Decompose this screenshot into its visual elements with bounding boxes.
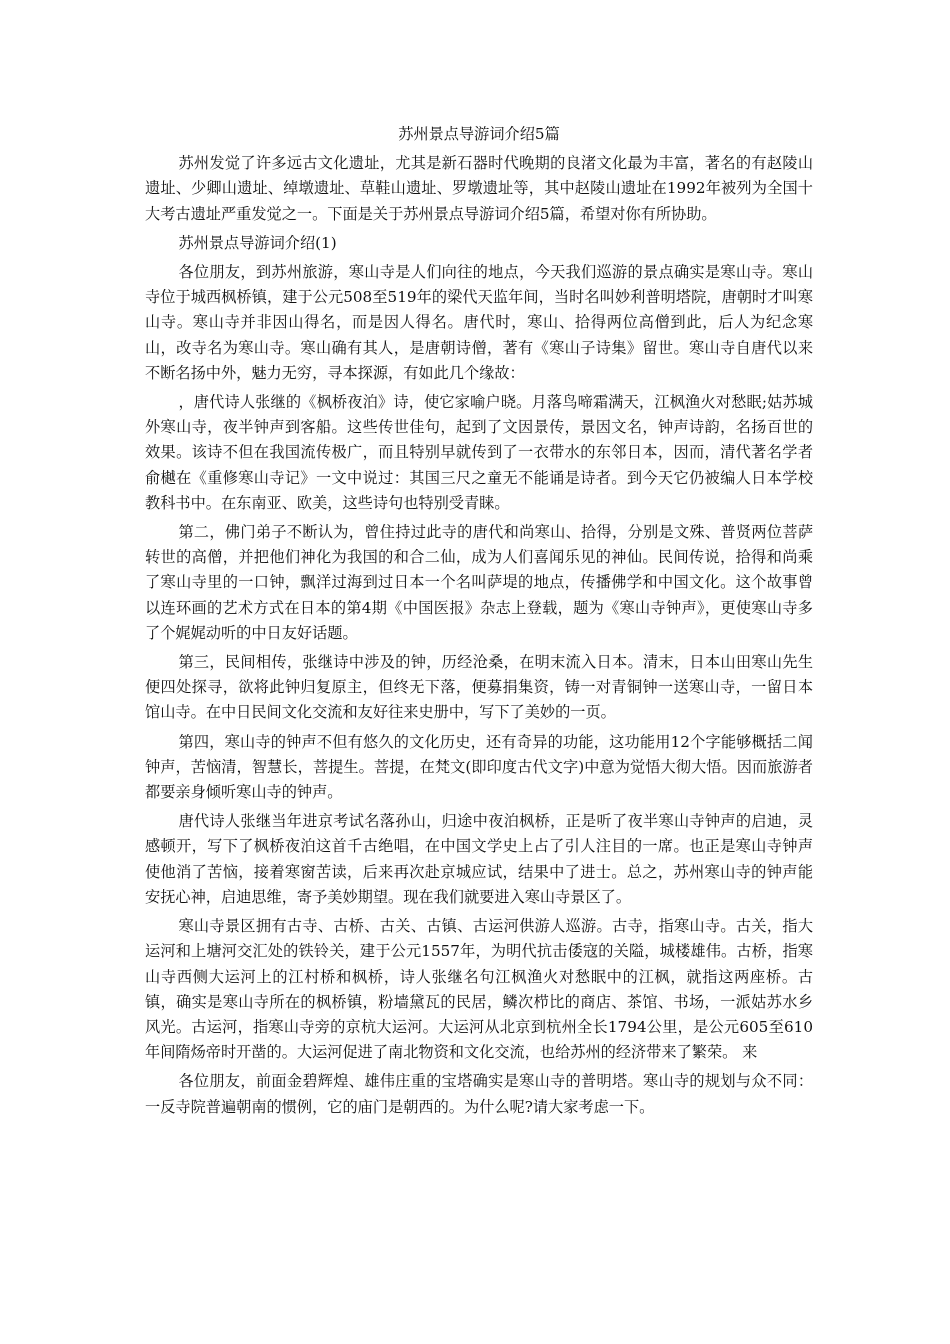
- paragraph: 寒山寺景区拥有古寺、古桥、古关、古镇、古运河供游人巡游。古寺，指寒山寺。古关，指大运河和上塘河交汇处的铁铃关，建于公元1557年，为明代抗击倭寇的关隘，城楼雄伟。古桥，指寒山寺西侧大运河上的江村桥和枫桥，诗人张继名句江枫渔火对愁眠中的江枫，就指这两座桥。古镇，确实是寒山寺所在的枫桥镇，粉墙黛瓦的民居，鳞次栉比的商店、茶馆、书场，一派姑苏水乡风光。古运河，指寒山寺旁的京杭大运河。大运河从北京到杭州全长1794公里，是公元605至610年间隋炀帝时开凿的。大运河促进了南北物资和文化交流，也给苏州的经济带来了繁荣。 来: [145, 917, 813, 1062]
- intro-paragraph: 苏州发觉了许多远古文化遗址，尤其是新石器时代晚期的良渚文化最为丰富，著名的有赵陵山遗址、少卿山遗址、绰墩遗址、草鞋山遗址、罗墩遗址等，其中赵陵山遗址在1992年被列为全国十大考古遗址严重发觉之一。下面是关于苏州景点导游词介绍5篇，希望对你有所协助。: [145, 154, 813, 223]
- document-title: 苏州景点导游词介绍5篇: [398, 125, 560, 143]
- document-body: [145, 122, 813, 1124]
- paragraph: 第四，寒山寺的钟声不但有悠久的文化历史，还有奇异的功能，这功能用12个字能够概括二闻钟声，苦恼清，智慧长，菩提生。菩提，在梵文(即印度古代文字)中意为觉悟大彻大悟。因而旅游者都要亲身倾听寒山寺的钟声。: [145, 732, 813, 802]
- paragraph: 第二，佛门弟子不断认为，曾住持过此寺的唐代和尚寒山、拾得，分别是文殊、普贤两位菩萨转世的高僧，并把他们神化为我国的和合二仙，成为人们喜闻乐见的神仙。民间传说，拾得和尚乘了寒山寺里的一口钟，飘洋过海到过日本一个名叫萨堤的地点，传播佛学和中国文化。这个故事曾以连环画的艺术方式在日本的第4期《中国医报》杂志上登载，题为《寒山寺钟声》，更使寒山寺多了个娓娓动听的中日友好话题。: [145, 523, 813, 642]
- paragraph: 各位朋友，前面金碧辉煌、雄伟庄重的宝塔确实是寒山寺的普明塔。寒山寺的规划与众不同：一反寺院普遍朝南的惯例，它的庙门是朝西的。为什么呢?请大家考虑一下。: [145, 1072, 813, 1116]
- paragraph: 唐代诗人张继当年进京考试名落孙山，归途中夜泊枫桥，正是听了夜半寒山寺钟声的启迪，灵感顿开，写下了枫桥夜泊这首千古绝唱，在中国文学史上占了引人注目的一席。也正是寒山寺钟声使他消了苦恼，接着寒窗苦读，后来再次赴京城应试，结果中了进士。总之，苏州寒山寺的钟声能安抚心神，启迪思维，寄予美妙期望。现在我们就要进入寒山寺景区了。: [145, 812, 813, 906]
- section-heading: 苏州景点导游词介绍(1): [178, 233, 337, 252]
- paragraph: 第三，民间相传，张继诗中涉及的钟，历经沧桑，在明末流入日本。清末，日本山田寒山先生便四处探寻，欲将此钟归复原主，但终无下落，便募捐集资，铸一对青铜钟一送寒山寺，一留日本馆山寺。在中日民间文化交流和友好往来史册中，写下了美妙的一页。: [145, 653, 813, 722]
- paragraph: 各位朋友，到苏州旅游，寒山寺是人们向往的地点，今天我们巡游的景点确实是寒山寺。寒山寺位于城西枫桥镇，建于公元508至519年的梁代天监年间，当时名叫妙利普明塔院，唐朝时才叫寒山寺。寒山寺并非因山得名，而是因人得名。唐代时，寒山、拾得两位高僧到此，后人为纪念寒山，改寺名为寒山寺。寒山确有其人，是唐朝诗僧，著有《寒山子诗集》留世。寒山寺自唐代以来不断名扬中外，魅力无穷，寻本探源，有如此几个缘故：: [145, 263, 813, 382]
- paragraph: ，唐代诗人张继的《枫桥夜泊》诗，使它家喻户晓。月落鸟啼霜满天，江枫渔火对愁眠;姑苏城外寒山寺，夜半钟声到客船。这些传世佳句，起到了文因景传，景因文名，钟声诗韵，名扬百世的效果。该诗不但在我国流传极广，而且特别早就传到了一衣带水的东邻日本，因而，清代著名学者俞樾在《重修寒山寺记》一文中说过：其国三尺之童无不能诵是诗者。到今天它仍被编人日本学校教科书中。在东南亚、欧美，这些诗句也特别受青睐。: [145, 393, 813, 512]
